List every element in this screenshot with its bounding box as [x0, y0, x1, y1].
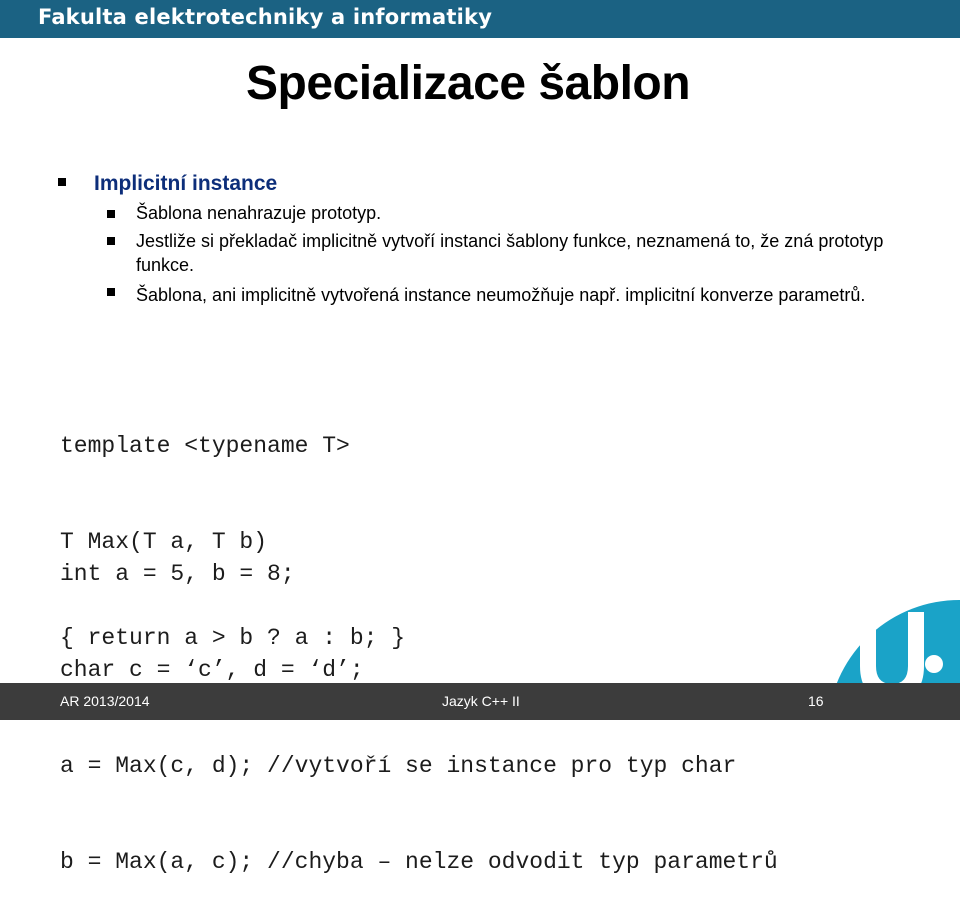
footer-term: AR 2013/2014: [60, 693, 150, 709]
sub-bullet-2: Jestliže si překladač implicitně vytvoří instanci šablony funkce, neznamená to, že zná prototyp funkce.: [136, 231, 884, 275]
sub-bullet-square-icon: [107, 210, 115, 218]
header-bar: [0, 0, 960, 38]
sub-bullet-square-icon: [107, 237, 115, 245]
faculty-name: Fakulta elektrotechniky a informatiky: [38, 5, 493, 29]
bullet-main: Implicitní instance: [94, 172, 278, 195]
footer-bar: [0, 683, 960, 720]
code-line: int a = 5, b = 8;: [60, 561, 295, 587]
footer-course: Jazyk C++ II: [442, 693, 520, 709]
code-line: template <typename T>: [60, 433, 350, 459]
code-line: a = Max(c, d); //vytvoří se instance pro typ char: [60, 753, 737, 779]
sub-bullet-3: Šablona, ani implicitně vytvořená instance neumožňuje např. implicitní konverze parametrů.: [136, 285, 866, 305]
footer-page-number: 16: [808, 693, 824, 709]
code-line: { return a > b ? a : b; }: [60, 625, 406, 651]
slide-title: Specializace šablon: [246, 57, 691, 110]
code-line: char c = ‘c’, d = ‘d’;: [60, 657, 364, 683]
code-line: b = Max(a, c); //chyba – nelze odvodit typ parametrů: [60, 849, 778, 875]
code-line: T Max(T a, T b): [60, 529, 268, 555]
sub-bullet-square-icon: [107, 288, 115, 296]
bullet-square-icon: [58, 178, 66, 186]
sub-bullet-1: Šablona nenahrazuje prototyp.: [136, 203, 382, 223]
